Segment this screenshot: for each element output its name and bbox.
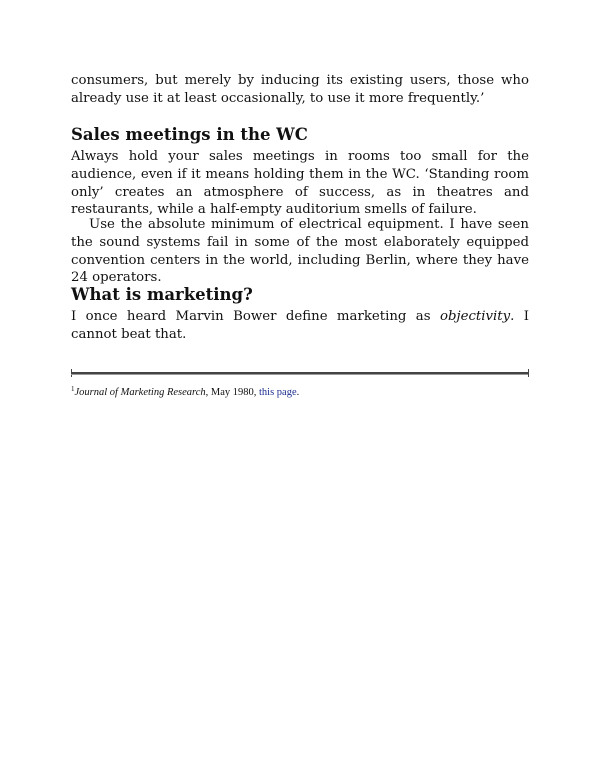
section-heading-sales-meetings: Sales meetings in the WC	[71, 125, 308, 144]
intro-paragraph: consumers, but merely by inducing its existing users, those who already use it at least occasionally, to use it more frequently.’	[71, 73, 529, 106]
sales-meetings-paragraph-1: Always hold your sales meetings in rooms too small for the audience, even if it means holding them in the WC. ‘Standing room only’ creates an atmosphere of success, as in theatres and restaurants, while a half-empty auditorium smells of failure.	[71, 149, 529, 218]
footnote-rule-right-cap	[528, 369, 529, 377]
paragraph-text: I once heard Marvin Bower define marketing as	[71, 309, 440, 324]
footnote-source-details: , May 1980,	[205, 387, 259, 398]
footnote-end: .	[296, 387, 300, 398]
section-heading-what-is-marketing: What is marketing?	[71, 285, 253, 304]
sales-meetings-paragraph-2: Use the absolute minimum of electrical equipment. I have seen the sound systems fail in some of the most elaborately equipped convention centers in the world, including Berlin, where they have 24 operators.	[71, 217, 529, 286]
italic-term: objectivity	[439, 309, 511, 324]
footnote-divider	[71, 372, 529, 375]
paragraph-text-end: . I cannot beat that.	[71, 309, 529, 342]
what-is-marketing-paragraph	[71, 308, 529, 344]
footnote-source-title: Journal of Marketing Research	[74, 387, 206, 398]
footnote	[71, 382, 529, 400]
footnote-marker: 1	[71, 385, 75, 393]
footnote-link[interactable]: this page	[259, 387, 297, 398]
